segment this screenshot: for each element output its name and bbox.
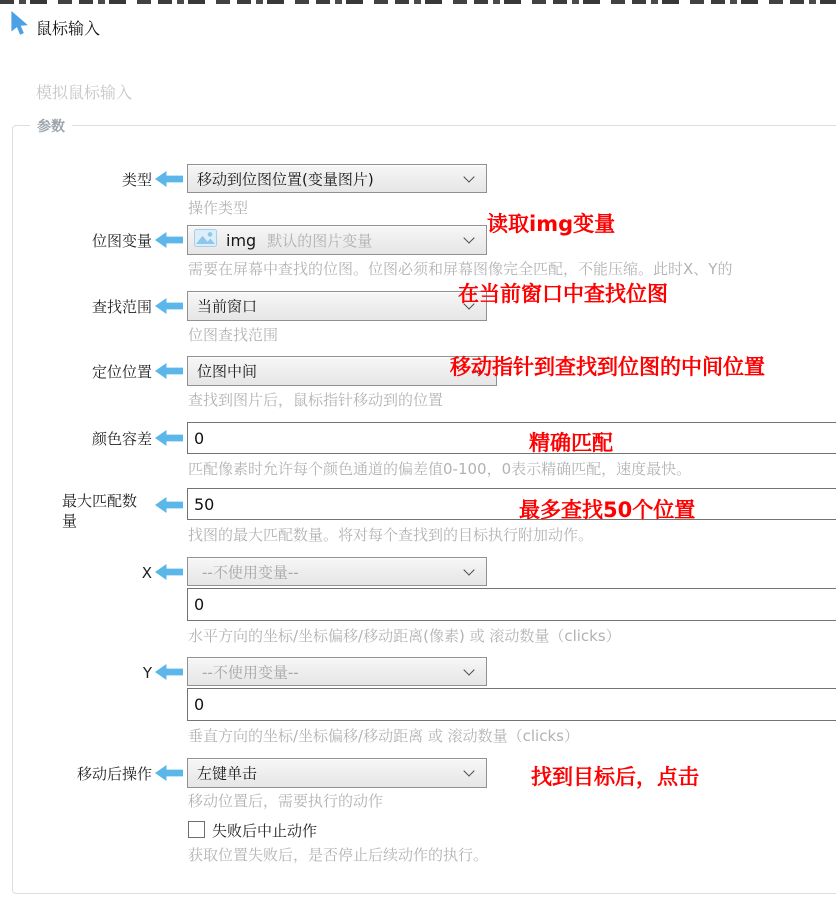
search-range-value: 当前窗口 [197,297,258,316]
y-label: Y [142,664,152,682]
type-hint: 操作类型 [188,199,249,217]
abort-on-fail-label: 失败后中止动作 [212,822,318,840]
image-icon [194,229,217,251]
x-label: X [141,564,152,582]
annotation-max-50: 最多查找50个位置 [519,498,696,522]
left-arrow-icon [155,497,183,513]
after-move-hint: 移动位置后，需要执行的动作 [188,792,384,810]
after-move-select[interactable] [187,758,487,788]
left-arrow-icon [155,232,183,248]
x-variable-select[interactable] [187,557,487,586]
chevron-down-icon [463,765,474,776]
bitmap-variable-name: img [226,230,257,250]
bitmap-label: 位图变量 [91,232,152,250]
search-range-select[interactable] [187,291,487,321]
chevron-down-icon [463,664,474,675]
left-arrow-icon [155,564,183,580]
left-arrow-icon [155,430,183,446]
color-tolerance-input[interactable] [187,422,836,454]
left-arrow-icon [155,298,183,314]
clipped-text-strip [0,0,836,4]
left-arrow-icon [155,363,183,379]
max-count-label: 最大匹配数量 [62,492,138,530]
groupbox-legend: 参数 [30,116,72,136]
y-value-input[interactable] [187,688,836,721]
left-arrow-icon [155,171,183,187]
tolerance-label: 颜色容差 [91,430,152,448]
annotation-read-img: 读取img变量 [487,212,616,236]
x-hint: 水平方向的坐标/坐标偏移/移动距离(像素) 或 滚动数量（clicks） [188,627,621,645]
left-arrow-icon [155,765,183,781]
annotation-click-target: 找到目标后，点击 [531,765,699,789]
y-variable-value: --不使用变量-- [202,663,299,681]
bitmap-hint: 需要在屏幕中查找的位图。位图必须和屏幕图像完全匹配，不能压缩。此时X、Y的 [188,260,733,278]
bitmap-variable-desc: 默认的图片变量 [267,231,373,250]
y-variable-select[interactable] [187,657,487,686]
range-label: 查找范围 [91,298,152,316]
tolerance-hint: 匹配像素时允许每个颜色通道的偏差值0-100，0表示精确匹配，速度最快。 [188,460,692,478]
max-count-hint: 找图的最大匹配数量。将对每个查找到的目标执行附加动作。 [188,526,594,544]
position-label: 定位位置 [91,363,152,381]
cursor-icon [9,11,30,42]
anchor-position-value: 位图中间 [197,362,258,381]
type-select[interactable] [187,164,487,193]
abort-hint: 获取位置失败后，是否停止后续动作的执行。 [188,846,489,864]
annotation-move-center: 移动指针到查找到位图的中间位置 [450,355,765,379]
x-variable-value: --不使用变量-- [202,563,299,581]
bitmap-variable-select[interactable] [187,225,487,255]
max-match-count-input[interactable] [187,488,836,520]
range-hint: 位图查找范围 [188,326,279,344]
annotation-exact-match: 精确匹配 [529,431,613,455]
page-subtitle: 模拟鼠标输入 [36,83,133,102]
left-arrow-icon [155,664,183,680]
after-move-value: 左键单击 [197,764,258,783]
type-select-value: 移动到位图位置(变量图片) [197,170,374,188]
y-hint: 垂直方向的坐标/坐标偏移/移动距离 或 滚动数量（clicks） [188,727,579,745]
annotation-search-window: 在当前窗口中查找位图 [458,282,668,306]
chevron-down-icon [463,564,474,575]
after-move-label: 移动后操作 [76,765,152,783]
chevron-down-icon [463,171,474,182]
type-label: 类型 [121,171,152,189]
abort-on-fail-checkbox[interactable] [188,821,205,838]
position-hint: 查找到图片后，鼠标指针移动到的位置 [188,391,444,409]
x-value-input[interactable] [187,588,836,621]
page-title: 鼠标输入 [36,19,101,38]
